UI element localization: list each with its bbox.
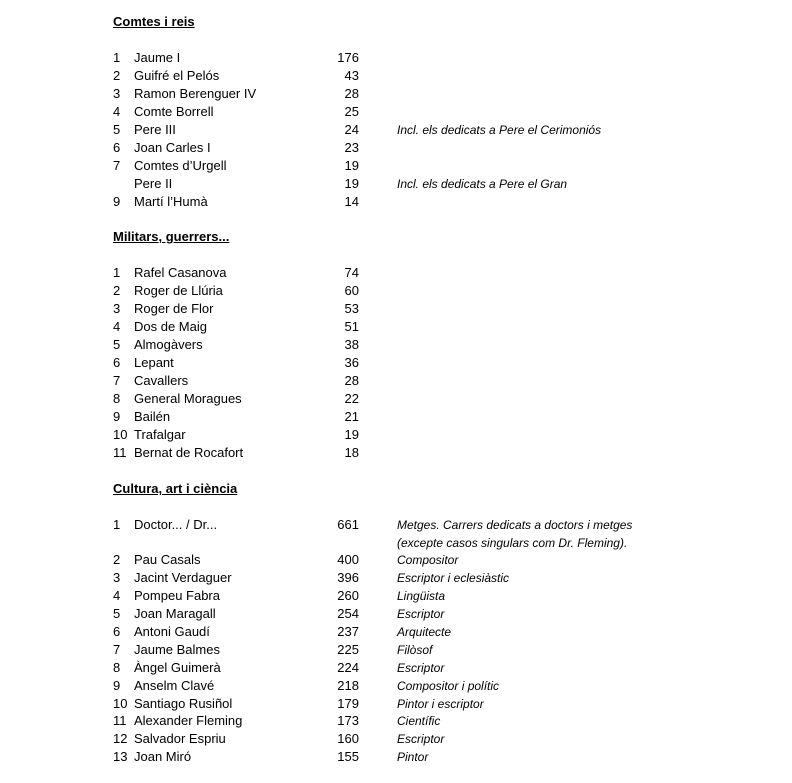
table-row [0, 551, 792, 569]
section-title-militars-guerrers: Militars, guerrers... [113, 229, 230, 244]
row-count: 60 [344, 283, 359, 298]
row-note: Metges. Carrers dedicats a doctors i metges [397, 518, 633, 532]
row-name: Joan Miró [134, 749, 192, 764]
table-row [0, 282, 792, 300]
row-note: Compositor [397, 553, 459, 567]
row-count: 155 [337, 749, 359, 764]
row-note-continuation: (excepte casos singulars com Dr. Fleming). [397, 536, 628, 550]
row-rank: 8 [113, 391, 121, 406]
row-name: Jaume Balmes [134, 642, 220, 657]
row-name: Pere III [134, 122, 176, 137]
row-name: Comte Borrell [134, 104, 214, 119]
row-rank: 4 [113, 104, 121, 119]
row-rank: 11 [113, 445, 127, 460]
table-row [0, 730, 792, 748]
table-row [0, 641, 792, 659]
row-rank: 5 [113, 122, 121, 137]
row-rank: 1 [113, 265, 121, 280]
row-count: 74 [344, 265, 359, 280]
table-row [0, 175, 792, 193]
section-title-cultura-art-ciencia: Cultura, art i ciència [113, 481, 238, 496]
row-count: 400 [337, 552, 359, 567]
row-rank: 9 [113, 409, 121, 424]
row-count: 28 [344, 373, 359, 388]
table-row-continuation [0, 534, 792, 552]
row-note: Escriptor [397, 607, 445, 621]
row-count: 24 [344, 122, 359, 137]
row-rank: 5 [113, 337, 121, 352]
row-name: Antoni Gaudí [134, 624, 210, 639]
table-row [0, 426, 792, 444]
table-row [0, 354, 792, 372]
row-name: Roger de Flor [134, 301, 214, 316]
table-row [0, 587, 792, 605]
row-rank: 10 [113, 427, 128, 442]
row-name: Comtes d’Urgell [134, 158, 227, 173]
row-count: 53 [344, 301, 359, 316]
row-name: Dos de Maig [134, 319, 207, 334]
row-name: Doctor... / Dr... [134, 517, 218, 532]
row-rank: 10 [113, 696, 128, 711]
row-name: Joan Maragall [134, 606, 216, 621]
row-name: Joan Carles I [134, 140, 211, 155]
section-title-comtes-i-reis: Comtes i reis [113, 14, 195, 29]
row-note: Filòsof [397, 643, 433, 657]
table-row [0, 444, 792, 462]
row-rank: 6 [113, 355, 121, 370]
row-rank: 3 [113, 86, 121, 101]
row-count: 36 [344, 355, 359, 370]
row-name: Àngel Guimerà [134, 660, 221, 675]
row-name: Martí l’Humà [134, 194, 208, 209]
row-note: Pintor i escriptor [397, 697, 484, 711]
row-count: 218 [337, 678, 359, 693]
row-rank: 4 [113, 319, 121, 334]
row-count: 160 [337, 731, 359, 746]
row-count: 25 [344, 104, 359, 119]
row-note: Escriptor [397, 732, 445, 746]
row-count: 43 [344, 68, 359, 83]
table-row [0, 659, 792, 677]
row-count: 176 [337, 50, 359, 65]
row-rank: 2 [113, 283, 121, 298]
row-rank: 6 [113, 624, 121, 639]
row-count: 14 [344, 194, 359, 209]
row-count: 396 [337, 570, 359, 585]
row-rank: 4 [113, 588, 121, 603]
row-name: Anselm Clavé [134, 678, 215, 693]
row-rank: 3 [113, 570, 121, 585]
table-row [0, 103, 792, 121]
table-row [0, 516, 792, 534]
table-row [0, 300, 792, 318]
row-count: 179 [337, 696, 359, 711]
table-row [0, 390, 792, 408]
row-count: 28 [344, 86, 359, 101]
row-name: Ramon Berenguer IV [134, 86, 257, 101]
row-note: Pintor [397, 750, 429, 764]
row-count: 18 [344, 445, 359, 460]
table-row [0, 193, 792, 211]
row-name: Roger de Llúria [134, 283, 223, 298]
row-count: 254 [337, 606, 359, 621]
row-rank: 5 [113, 606, 121, 621]
row-note: Escriptor [397, 661, 445, 675]
row-rank: 1 [113, 50, 121, 65]
row-count: 19 [344, 176, 359, 191]
table-row [0, 85, 792, 103]
row-name: Pompeu Fabra [134, 588, 220, 603]
row-count: 173 [337, 713, 359, 728]
row-name: Bernat de Rocafort [134, 445, 244, 460]
table-row [0, 264, 792, 282]
table-row [0, 712, 792, 730]
table-row [0, 139, 792, 157]
row-rank: 7 [113, 373, 121, 388]
row-count: 237 [337, 624, 359, 639]
table-row [0, 605, 792, 623]
row-rank: 2 [113, 68, 121, 83]
row-rank: 6 [113, 140, 121, 155]
table-row [0, 695, 792, 713]
row-count: 51 [344, 319, 359, 334]
row-count: 21 [344, 409, 359, 424]
row-count: 224 [337, 660, 359, 675]
row-name: General Moragues [134, 391, 242, 406]
table-row [0, 67, 792, 85]
table-row [0, 623, 792, 641]
row-count: 19 [344, 158, 359, 173]
row-note: Arquitecte [397, 625, 452, 639]
table-row [0, 318, 792, 336]
row-name: Jaume I [134, 50, 181, 65]
row-rank: 11 [113, 713, 127, 728]
row-name: Almogàvers [134, 337, 203, 352]
row-rank: 1 [113, 517, 121, 532]
row-rank: 7 [113, 642, 121, 657]
row-rank: 13 [113, 749, 128, 764]
row-note: Lingüista [397, 589, 446, 603]
row-name: Salvador Espriu [134, 731, 226, 746]
row-name: Cavallers [134, 373, 189, 388]
row-count: 19 [344, 427, 359, 442]
row-name: Bailén [134, 409, 171, 424]
row-note: Incl. els dedicats a Pere el Cerimoniós [397, 123, 602, 137]
row-note: Compositor i polític [397, 679, 500, 693]
row-name: Pere II [134, 176, 173, 191]
row-note: Incl. els dedicats a Pere el Gran [397, 177, 568, 191]
row-rank: 9 [113, 194, 121, 209]
row-name: Rafel Casanova [134, 265, 227, 280]
row-rank: 12 [113, 731, 128, 746]
row-count: 22 [344, 391, 359, 406]
row-rank: 2 [113, 552, 121, 567]
table-row [0, 748, 792, 766]
row-count: 661 [337, 517, 359, 532]
table-row [0, 121, 792, 139]
table-row [0, 157, 792, 175]
row-rank: 7 [113, 158, 121, 173]
row-name: Guifré el Pelós [134, 68, 220, 83]
row-count: 23 [344, 140, 359, 155]
row-count: 225 [337, 642, 359, 657]
row-rank: 9 [113, 678, 121, 693]
table-row [0, 677, 792, 695]
row-rank: 8 [113, 660, 121, 675]
row-count: 260 [337, 588, 359, 603]
table-row [0, 372, 792, 390]
table-row [0, 336, 792, 354]
row-name: Jacint Verdaguer [134, 570, 232, 585]
row-name: Alexander Fleming [134, 713, 243, 728]
row-name: Pau Casals [134, 552, 201, 567]
row-name: Santiago Rusiñol [134, 696, 233, 711]
table-row [0, 49, 792, 67]
table-row [0, 569, 792, 587]
row-rank: 3 [113, 301, 121, 316]
row-count: 38 [344, 337, 359, 352]
row-note: Escriptor i eclesiàstic [397, 571, 510, 585]
row-name: Trafalgar [134, 427, 186, 442]
row-name: Lepant [134, 355, 174, 370]
row-note: Científic [397, 714, 441, 728]
table-row [0, 408, 792, 426]
